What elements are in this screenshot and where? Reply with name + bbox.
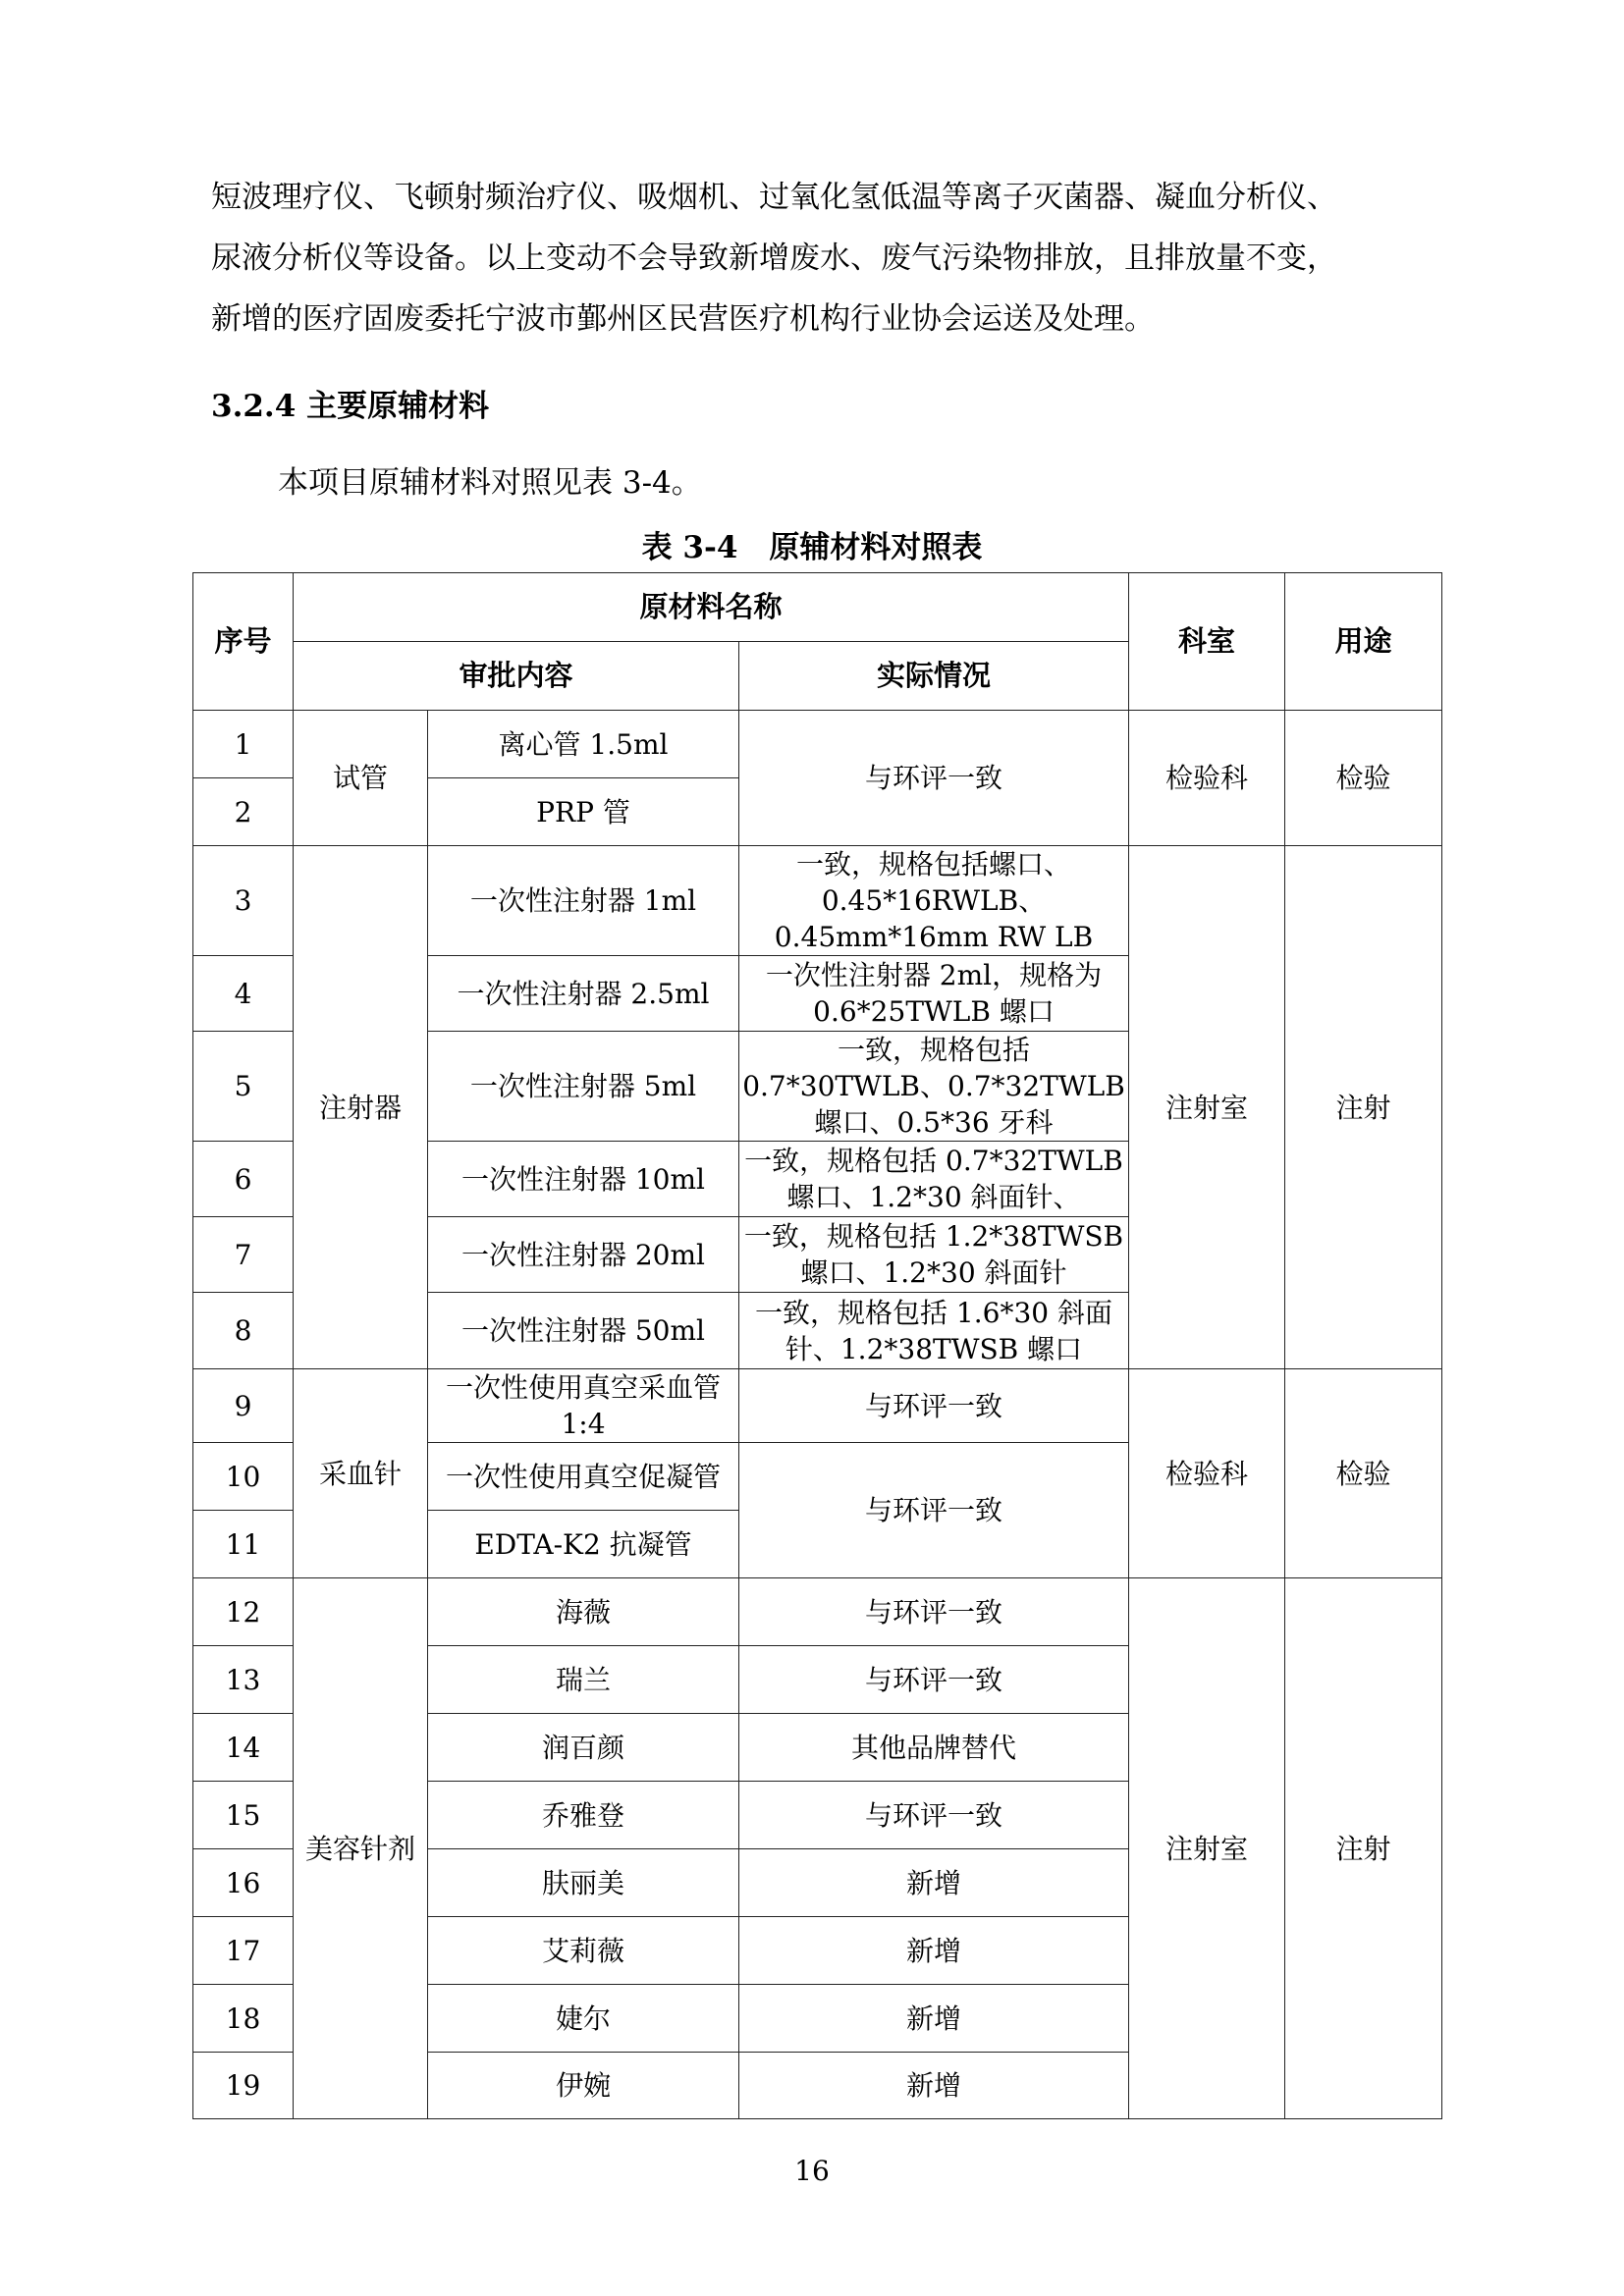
header-department: 科室	[1129, 573, 1285, 711]
item-cell: PRP 管	[428, 778, 739, 846]
row-no: 1	[193, 711, 294, 778]
actual-cell: 与环评一致	[739, 1646, 1129, 1714]
actual-cell: 新增	[739, 1849, 1129, 1917]
table-row	[193, 1578, 1442, 1646]
actual-cell: 与环评一致	[739, 1443, 1129, 1578]
table-caption	[0, 522, 1624, 566]
row-no: 14	[193, 1714, 294, 1782]
actual-cell: 一致，规格包括 1.2*38TWSB 螺口、1.2*30 斜面针	[739, 1217, 1129, 1293]
actual-cell: 一致，规格包括 0.7*30TWLB、0.7*32TWLB 螺口、0.5*36 牙科	[739, 1032, 1129, 1142]
header-actual: 实际情况	[739, 642, 1129, 711]
section-heading: 3.2.4 主要原辅材料	[211, 389, 490, 424]
item-cell: 一次性使用真空采血管 1:4	[428, 1369, 739, 1443]
row-no: 3	[193, 846, 294, 956]
item-cell: 乔雅登	[428, 1782, 739, 1849]
item-cell: 润百颜	[428, 1714, 739, 1782]
row-no: 18	[193, 1985, 294, 2053]
table-row	[193, 711, 1442, 778]
item-cell: 离心管 1.5ml	[428, 711, 739, 778]
actual-cell: 一致，规格包括 1.6*30 斜面针、1.2*38TWSB 螺口	[739, 1293, 1129, 1369]
category-cell: 试管	[294, 711, 428, 846]
actual-cell: 一次性注射器 2ml，规格为 0.6*25TWLB 螺口	[739, 956, 1129, 1032]
table-number: 表 3-4	[641, 530, 738, 565]
item-cell: 一次性注射器 20ml	[428, 1217, 739, 1293]
row-no: 9	[193, 1369, 294, 1443]
materials-table	[192, 572, 1442, 2119]
item-cell: 艾莉薇	[428, 1917, 739, 1985]
row-no: 7	[193, 1217, 294, 1293]
row-no: 11	[193, 1511, 294, 1578]
actual-cell: 与环评一致	[739, 1369, 1129, 1443]
item-cell: 一次性注射器 2.5ml	[428, 956, 739, 1032]
actual-cell: 新增	[739, 1917, 1129, 1985]
department-cell: 检验科	[1129, 1369, 1285, 1578]
body-text-line-3: 新增的医疗固废委托宁波市鄞州区民营医疗机构行业协会运送及处理。	[211, 301, 1155, 337]
usage-cell: 检验	[1285, 711, 1442, 846]
category-cell: 采血针	[294, 1369, 428, 1578]
item-cell: 瑞兰	[428, 1646, 739, 1714]
table-row	[193, 846, 1442, 956]
actual-cell: 新增	[739, 2053, 1129, 2119]
row-no: 16	[193, 1849, 294, 1917]
body-text-line-2: 尿液分析仪等设备。以上变动不会导致新增废水、废气污染物排放，且排放量不变，	[211, 240, 1337, 276]
actual-cell: 一致，规格包括螺口、0.45*16RWLB、0.45mm*16mm RW LB	[739, 846, 1129, 956]
intro-text: 本项目原辅材料对照见表 3-4。	[278, 465, 702, 501]
actual-cell: 其他品牌替代	[739, 1714, 1129, 1782]
header-approved: 审批内容	[294, 642, 739, 711]
item-cell: 伊婉	[428, 2053, 739, 2119]
row-no: 12	[193, 1578, 294, 1646]
page-number: 16	[794, 2155, 830, 2187]
item-cell: 肤丽美	[428, 1849, 739, 1917]
item-cell: EDTA-K2 抗凝管	[428, 1511, 739, 1578]
header-seq: 序号	[193, 573, 294, 711]
actual-cell: 新增	[739, 1985, 1129, 2053]
row-no: 5	[193, 1032, 294, 1142]
table-row	[193, 1369, 1442, 1443]
row-no: 6	[193, 1142, 294, 1217]
item-cell: 一次性使用真空促凝管	[428, 1443, 739, 1511]
item-cell: 海薇	[428, 1578, 739, 1646]
department-cell: 检验科	[1129, 711, 1285, 846]
department-cell: 注射室	[1129, 1578, 1285, 2119]
usage-cell: 检验	[1285, 1369, 1442, 1578]
item-cell: 一次性注射器 50ml	[428, 1293, 739, 1369]
item-cell: 一次性注射器 5ml	[428, 1032, 739, 1142]
body-text-line-1: 短波理疗仪、飞顿射频治疗仪、吸烟机、过氧化氢低温等离子灭菌器、凝血分析仪、	[211, 180, 1337, 215]
actual-cell: 与环评一致	[739, 711, 1129, 846]
row-no: 15	[193, 1782, 294, 1849]
table-title: 原辅材料对照表	[769, 530, 983, 565]
header-usage: 用途	[1285, 573, 1442, 711]
row-no: 10	[193, 1443, 294, 1511]
item-cell: 婕尔	[428, 1985, 739, 2053]
row-no: 8	[193, 1293, 294, 1369]
usage-cell: 注射	[1285, 1578, 1442, 2119]
row-no: 17	[193, 1917, 294, 1985]
category-cell: 美容针剂	[294, 1578, 428, 2119]
actual-cell: 与环评一致	[739, 1782, 1129, 1849]
actual-cell: 一致，规格包括 0.7*32TWLB 螺口、1.2*30 斜面针、	[739, 1142, 1129, 1217]
row-no: 19	[193, 2053, 294, 2119]
department-cell: 注射室	[1129, 846, 1285, 1369]
item-cell: 一次性注射器 1ml	[428, 846, 739, 956]
row-no: 13	[193, 1646, 294, 1714]
row-no: 4	[193, 956, 294, 1032]
category-cell: 注射器	[294, 846, 428, 1369]
actual-cell: 与环评一致	[739, 1578, 1129, 1646]
usage-cell: 注射	[1285, 846, 1442, 1369]
header-material-name: 原材料名称	[294, 573, 1129, 642]
row-no: 2	[193, 778, 294, 846]
item-cell: 一次性注射器 10ml	[428, 1142, 739, 1217]
